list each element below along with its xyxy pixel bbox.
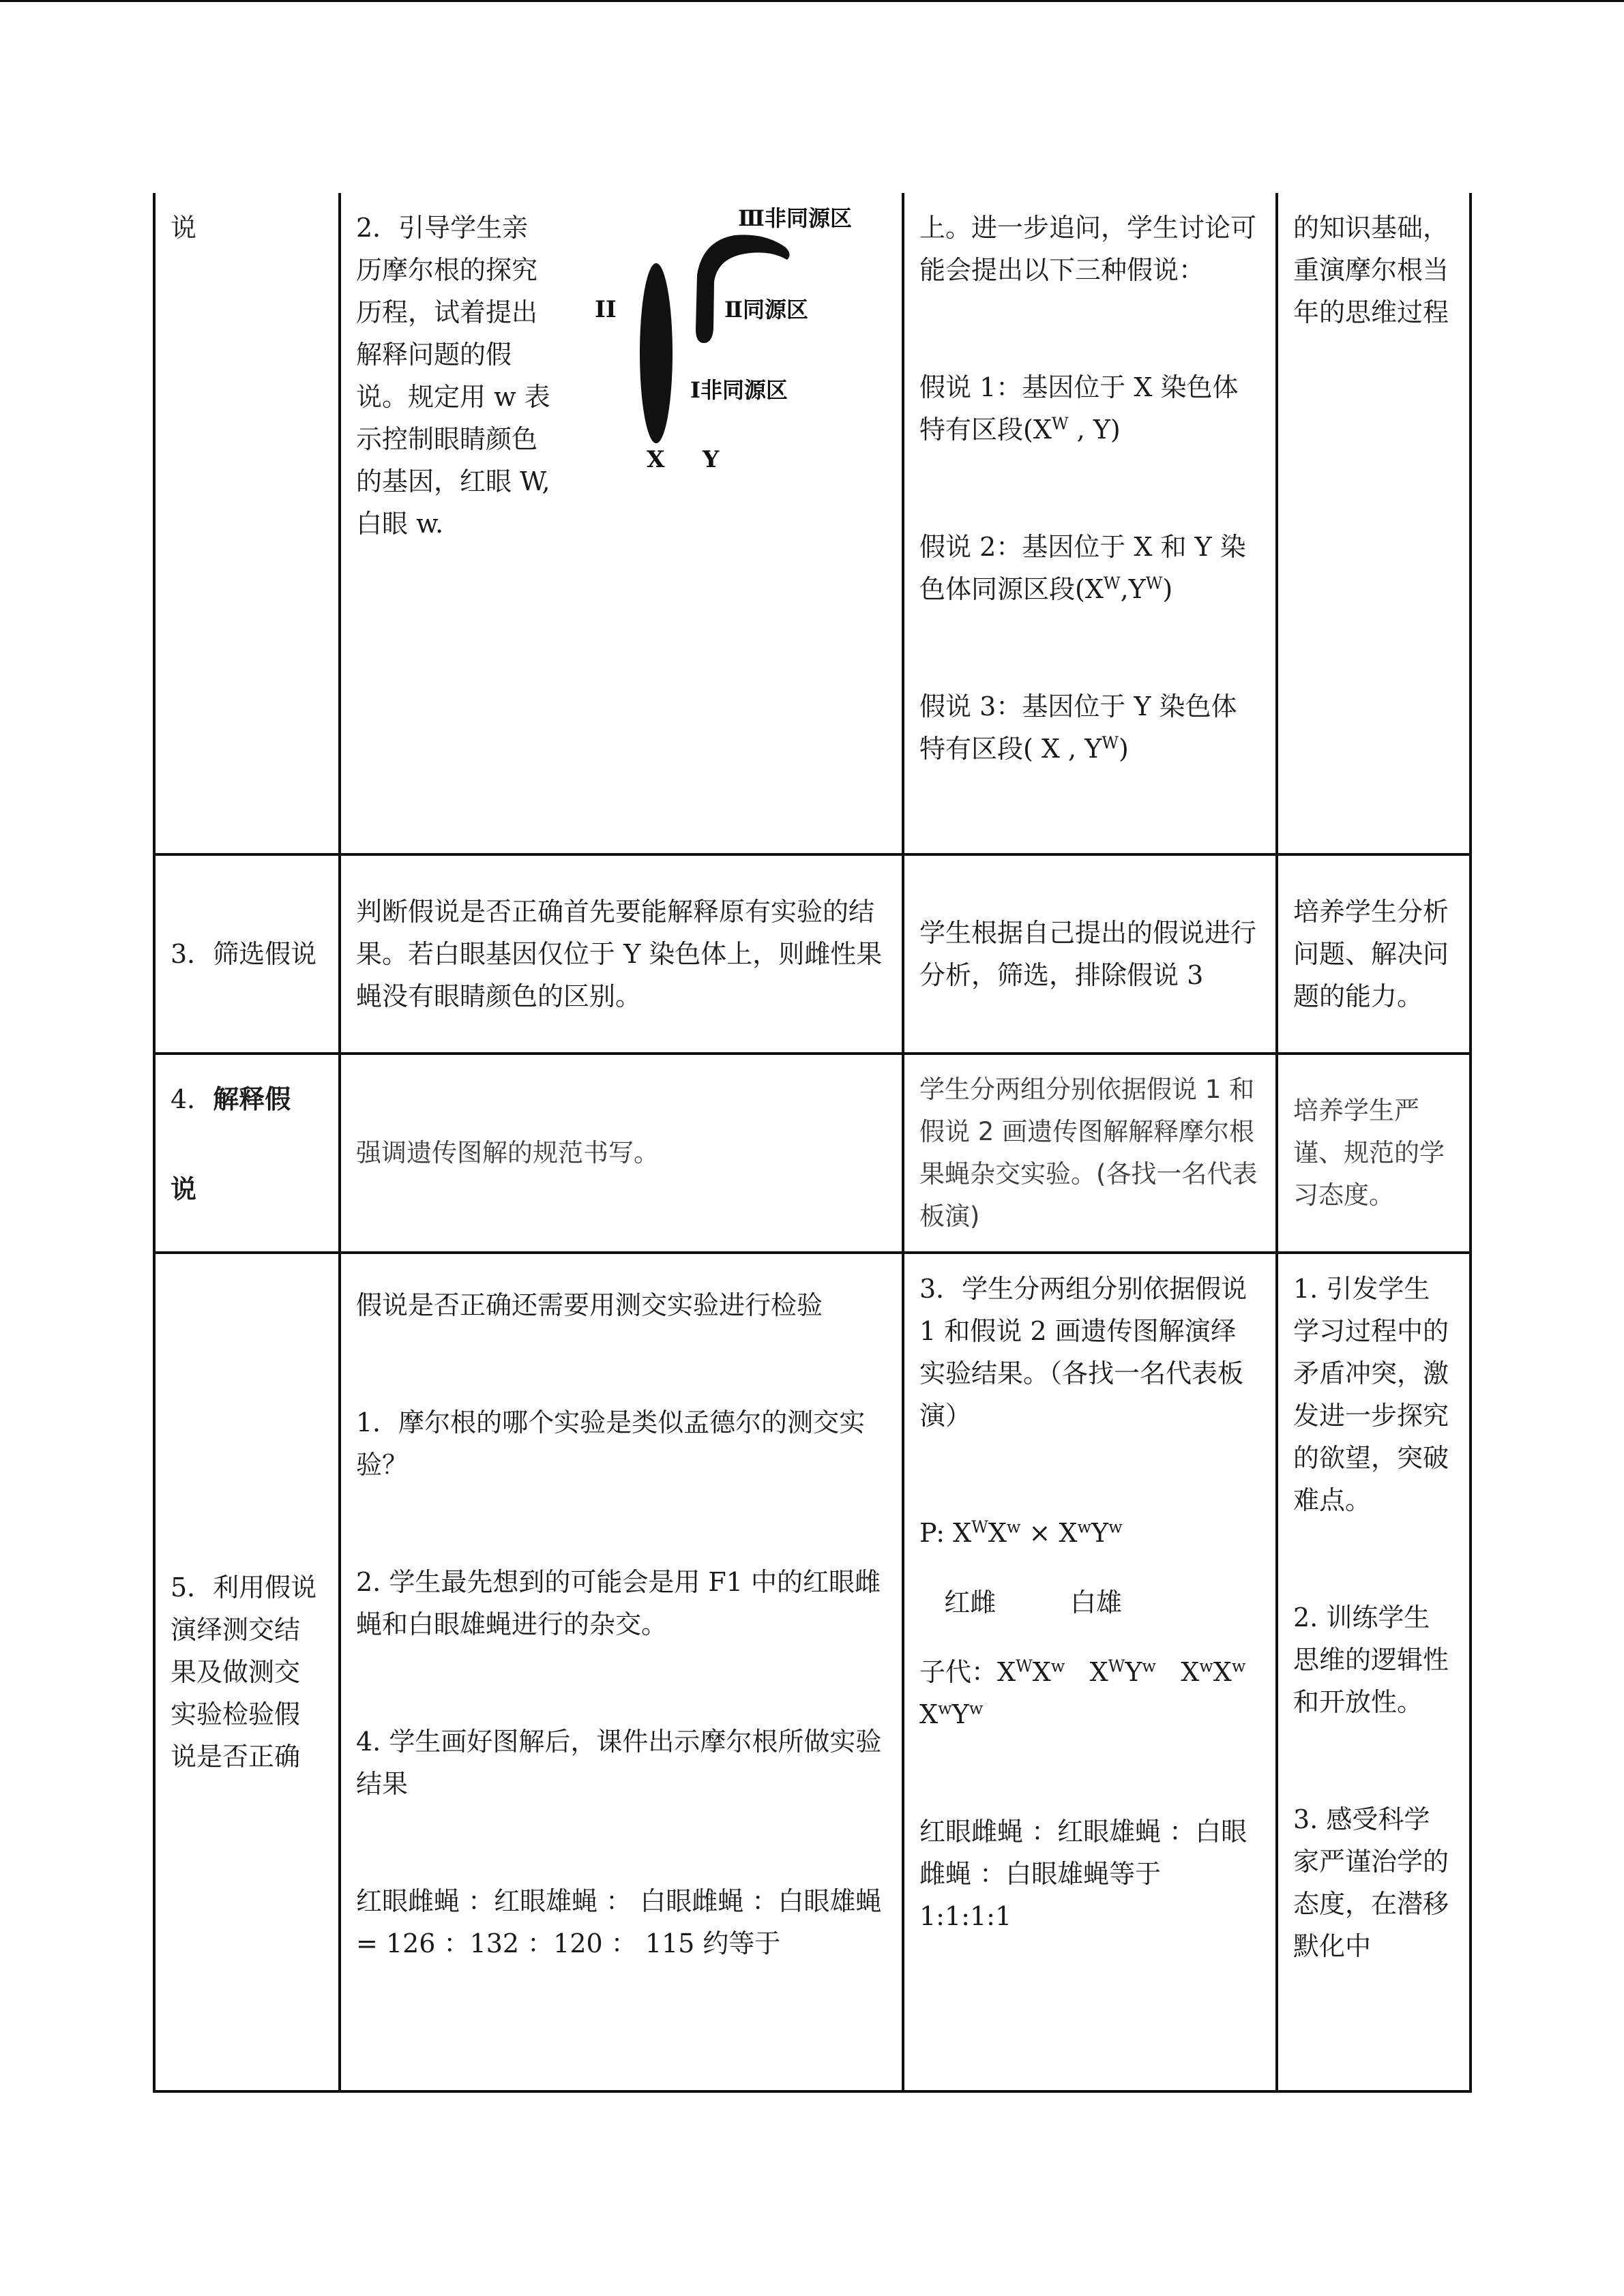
- stage-cell: [154, 193, 340, 854]
- hypothesis-1: 假说 1：基因位于 X 染色体特有区段($X^W$ , Y): [919, 372, 1239, 445]
- student-text-1: 3．学生分两组分别依据假说 1 和假说 2 画遗传图解演绎实验结果。（各找一名代表板演）: [919, 1274, 1247, 1431]
- parent-phenotypes: 红雌 白雄: [919, 1587, 1122, 1617]
- label-nonhomologous-i: Ⅰ非同源区: [690, 377, 788, 403]
- teacher-guidance-text: 2．引导学生亲历摩尔根的探究历程，试着提出解释问题的假说。规定用 w 表示控制眼睛颜色的基因，红眼 W,白眼 w.: [356, 213, 550, 539]
- stage-label: 5．利用假说演绎测交结果及做测交实验检验假说是否正确: [171, 1572, 317, 1772]
- stage-cell: [154, 854, 340, 1054]
- teacher-text-1: 假说是否正确还需要用测交实验进行检验: [356, 1290, 823, 1320]
- design-intent-text: 培养学生分析问题、解决问题的能力。: [1293, 897, 1449, 1011]
- design-intent-text: 培养学生严谨、规范的学习态度。: [1293, 1096, 1445, 1210]
- chromosome-diagram: [588, 200, 903, 486]
- stage-label: 说: [171, 213, 197, 243]
- student-activity-cell: [903, 1253, 1277, 2091]
- page-top-rule: [0, 0, 1624, 2]
- table-row-testcross: [154, 1253, 1471, 2091]
- table-row-screen-hypothesis: [154, 854, 1471, 1054]
- stage-label: 4．解释假: [171, 1084, 291, 1114]
- teacher-activity-cell: [340, 1054, 903, 1253]
- student-activity-text: 学生根据自己提出的假说进行分析，筛选，排除假说 3: [919, 918, 1257, 990]
- y-chromosome: [696, 235, 790, 343]
- design-intent-2: 2. 训练学生思维的逻辑性和开放性。: [1293, 1602, 1449, 1717]
- hypothesis-3: 假说 3：基因位于 Y 染色体特有区段( X , $Y^W$): [919, 691, 1237, 764]
- label-nonhomologous-iii: Ⅲ非同源区: [738, 205, 852, 231]
- design-intent-1: 1. 引发学生学习过程中的矛盾冲突，激发进一步探究的欲望，突破难点。: [1293, 1274, 1449, 1515]
- experiment-result-ratio: 红眼雌蝇 ：红眼雄蝇 ： 白眼雌蝇 ：白眼雄蝇= 126 ：132 ：120 ： 115 约等于: [356, 1886, 882, 1958]
- design-intent-3: 3. 感受科学家严谨治学的态度，在潜移默化中: [1293, 1804, 1449, 1961]
- design-intent-cell: [1277, 1054, 1471, 1253]
- predicted-ratio: 红眼雌蝇 ：红眼雄蝇 ：白眼雌蝇 ：白眼雄蝇等于 1:1:1:1: [919, 1817, 1247, 1931]
- table-row-explain-hypothesis: [154, 1054, 1471, 1253]
- stage-label: 3．筛选假说: [171, 939, 317, 969]
- teacher-activity-text: 强调遗传图解的规范书写。: [356, 1138, 659, 1167]
- student-activity-text: 学生分两组分别依据假说 1 和假说 2 画遗传图解解释摩尔根果蝇杂交实验。(各找一名代表板演): [919, 1075, 1258, 1231]
- roman-label-left: II: [595, 296, 617, 323]
- teacher-text-2: 1．摩尔根的哪个实验是类似孟德尔的测交实验？: [356, 1407, 866, 1480]
- teacher-text-3: 2. 学生最先想到的可能会是用 F1 中的红眼雌蝇和白眼雄蝇进行的杂交。: [356, 1567, 881, 1639]
- lesson-plan-table: [153, 193, 1472, 2093]
- design-intent-cell: [1277, 854, 1471, 1054]
- teacher-text-4: 4. 学生画好图解后，课件出示摩尔根所做实验结果: [356, 1727, 882, 1799]
- stage-cell: [154, 1253, 340, 2091]
- design-intent-cell: [1277, 1253, 1471, 2091]
- teacher-activity-text: 判断假说是否正确首先要能解释原有实验的结果。若白眼基因仅位于 Y 染色体上，则雌性果蝇没有眼睛颜色的区别。: [356, 897, 883, 1011]
- stage-label-continued: 说: [171, 1174, 197, 1204]
- label-homologous-ii: Ⅱ同源区: [724, 297, 808, 323]
- teacher-activity-cell: [340, 193, 903, 854]
- student-activity-cell: [903, 854, 1277, 1054]
- student-discussion-text: 上。进一步追问，学生讨论可能会提出以下三种假说：: [919, 213, 1257, 285]
- x-chromosome: [640, 263, 673, 443]
- student-activity-cell: [903, 193, 1277, 854]
- design-intent-cell: [1277, 193, 1471, 854]
- stage-cell: [154, 1054, 340, 1253]
- teacher-activity-cell: [340, 1253, 903, 2091]
- design-intent-text: 的知识基础，重演摩尔根当年的思维过程: [1293, 213, 1449, 327]
- table-row-hypothesis: [154, 193, 1471, 854]
- parental-cross: P: $X^WX^w \times X^wY^w$: [919, 1517, 1123, 1548]
- label-y: Y: [703, 446, 720, 473]
- hypothesis-2: 假说 2：基因位于 X 和 Y 染色体同源区段$(X^W,Y^W)$: [919, 532, 1246, 604]
- student-activity-cell: [903, 1054, 1277, 1253]
- label-x: X: [647, 446, 665, 473]
- offspring-genotypes: 子代：$X^WX^w$ $X^WY^w$ $X^wX^w$ $X^wY^w$: [919, 1656, 1246, 1729]
- teacher-activity-cell: [340, 854, 903, 1054]
